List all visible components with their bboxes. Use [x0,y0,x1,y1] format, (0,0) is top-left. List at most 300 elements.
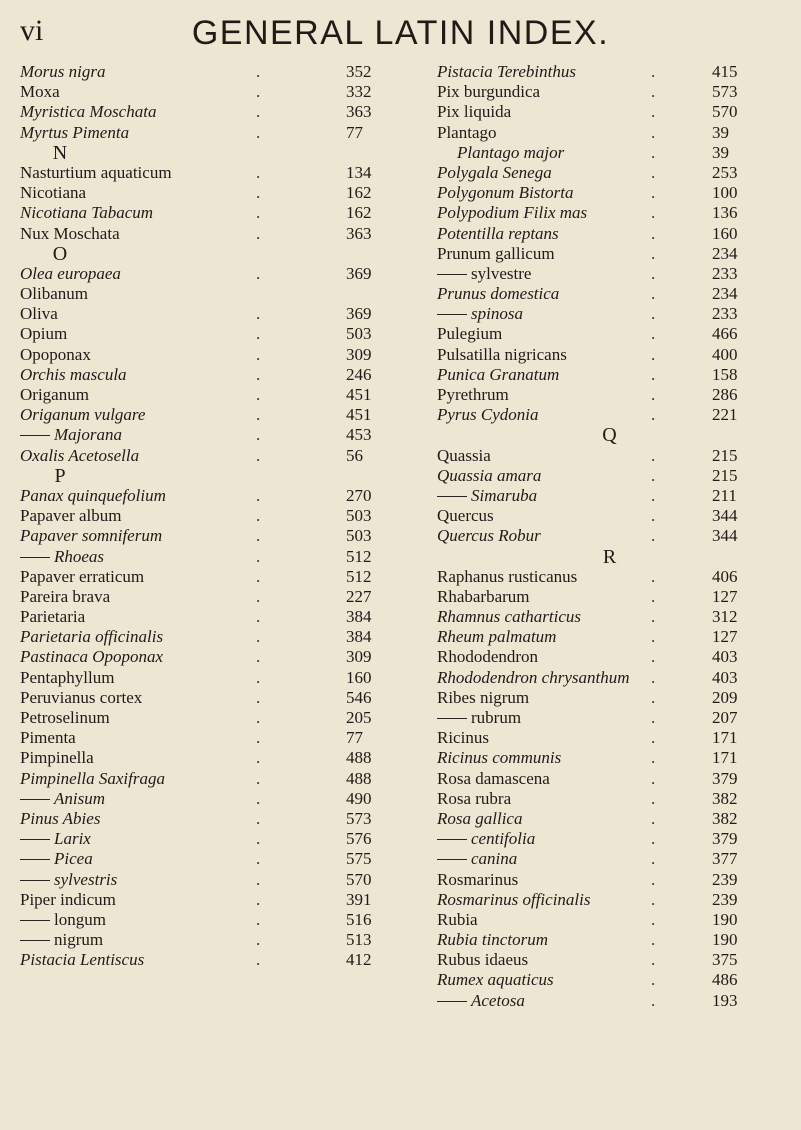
index-entry [437,910,782,930]
entry-term: Rhabarbarum [437,586,530,606]
leader-dots: . [651,607,656,627]
leader-dots: . [256,930,261,950]
entry-page: 412 [346,950,372,970]
entry-term: Pastinaca Opoponax [20,647,164,667]
entry-page: 352 [346,62,372,81]
index-entry [20,324,420,344]
index-entry [437,849,782,869]
entry-term: Papaver somniferum [20,526,163,546]
index-entry [437,688,782,708]
leader-dots: . [256,748,261,768]
entry-page: 488 [346,768,372,788]
entry-term: longum [20,910,106,930]
entry-term: Parietaria officinalis [20,627,164,647]
leader-dots: . [256,849,261,869]
index-entry [437,526,782,546]
index-entry [20,910,420,930]
leader-dots: . [256,607,261,627]
entry-page: 363 [346,223,372,243]
leader-dots: . [651,526,656,546]
index-entry [20,547,420,567]
leader-dots: . [651,465,656,485]
leader-dots: . [651,506,656,526]
leader-dots: . [256,203,261,223]
leader-dots: . [651,768,656,788]
entry-page: 503 [346,324,372,344]
index-entry [437,203,782,223]
entry-term: Anisum [20,789,105,809]
entry-page: 312 [712,607,738,627]
entry-page: 451 [346,405,372,425]
leader-dots: . [651,122,656,142]
index-entry [20,304,420,324]
entry-page: 221 [712,405,738,425]
leader-dots: . [651,849,656,869]
index-entry [20,668,420,688]
entry-page: 227 [346,586,372,606]
entry-term: Olibanum [20,284,88,304]
leader-dots: . [651,324,656,344]
index-entry [20,62,420,82]
index-entry [437,708,782,728]
leader-dots: . [256,364,261,384]
index-entry [20,748,420,768]
entry-page: 369 [346,304,372,324]
entry-page: 344 [712,526,738,546]
index-entry [20,365,420,385]
leader-dots: . [256,183,261,203]
entry-page: 513 [346,930,372,950]
leader-dots: . [651,930,656,950]
leader-dots: . [256,62,261,81]
leader-dots: . [256,950,261,970]
leader-dots: . [256,344,261,364]
index-entry [20,446,420,466]
index-entry [437,405,782,425]
entry-term: rubrum [437,708,521,728]
leader-dots: . [651,485,656,505]
index-entry [20,587,420,607]
entry-term: Simaruba [437,486,537,506]
index-entry [437,82,782,102]
entry-term: Nasturtium aquaticum [20,162,172,182]
entry-page: 309 [346,647,372,667]
entry-page: 382 [712,808,738,828]
index-entry [437,627,782,647]
index-entry [20,405,420,425]
entry-page: 382 [712,788,738,808]
entry-term: sylvestre [437,264,531,284]
index-entry [20,930,420,950]
index-entry [437,809,782,829]
entry-page: 56 [346,445,363,465]
leader-dots: . [651,405,656,425]
entry-term: Pulegium [437,324,503,344]
leader-dots: . [651,889,656,909]
leader-dots: . [256,304,261,324]
entry-term: Opoponax [20,344,91,364]
index-entry [20,203,420,223]
entry-page: 233 [712,304,738,324]
section-letter-text: R [602,545,617,568]
index-entry [20,102,420,122]
entry-term: Rubus idaeus [437,950,529,970]
entry-page: 576 [346,829,372,849]
entry-page: 134 [346,162,372,182]
leader-dots: . [651,364,656,384]
leader-dots: . [651,586,656,606]
section-letter-text: P [54,464,66,487]
section-letter [437,547,782,567]
leader-dots: . [256,667,261,687]
index-entry [437,264,782,284]
entry-page: 209 [712,687,738,707]
entry-page: 403 [712,667,738,687]
entry-term: Pyrus Cydonia [437,405,539,425]
leader-dots: . [256,405,261,425]
leader-dots: . [256,909,261,929]
leader-dots: . [651,869,656,889]
entry-page: 215 [712,445,738,465]
entry-term: Panax quinquefolium [20,485,166,505]
entry-page: 160 [346,667,372,687]
entry-page: 100 [712,183,738,203]
entry-page: 415 [712,62,738,81]
leader-dots: . [256,162,261,182]
entry-page: 512 [346,566,372,586]
entry-term: Oxalis Acetosella [20,445,140,465]
index-entry [20,526,420,546]
leader-dots: . [256,869,261,889]
entry-term: Rhododendron chrysanthum [437,667,630,687]
leader-dots: . [256,728,261,748]
leader-dots: . [651,445,656,465]
leader-dots: . [651,627,656,647]
leader-dots: . [651,203,656,223]
leader-dots: . [651,263,656,283]
entry-term: Rubia tinctorum [437,930,548,950]
entry-page: 403 [712,647,738,667]
entry-page: 160 [712,223,738,243]
leader-dots: . [256,324,261,344]
entry-page: 270 [346,485,372,505]
entry-term: Polygala Senega [437,162,552,182]
section-letter [437,425,782,445]
page-number: vi [20,14,44,47]
leader-dots: . [256,445,261,465]
index-entry [437,607,782,627]
entry-term: Prunus domestica [437,284,560,304]
leader-dots: . [651,304,656,324]
entry-page: 379 [712,768,738,788]
entry-term: Rosmarinus officinalis [437,889,591,909]
index-entry [20,627,420,647]
entry-term: Pistacia Terebinthus [437,62,576,81]
index-entry [437,728,782,748]
entry-page: 546 [346,687,372,707]
entry-page: 503 [346,506,372,526]
entry-term: Ricinus [437,728,489,748]
leader-dots: . [256,768,261,788]
entry-page: 207 [712,708,738,727]
leader-dots: . [256,82,261,102]
entry-page: 466 [712,324,738,344]
entry-page: 171 [712,748,738,768]
entry-term: Quassia amara [437,465,542,485]
leader-dots: . [256,627,261,647]
entry-term: Pimpinella Saxifraga [20,768,165,788]
index-entry [437,890,782,910]
leader-dots: . [651,990,656,1010]
entry-term: Ribes nigrum [437,687,530,707]
entry-term: Oliva [20,304,58,324]
index-entry [20,829,420,849]
entry-page: 234 [712,284,738,304]
entry-page: 363 [346,102,372,122]
entry-term: Pulsatilla nigricans [437,344,567,364]
entry-term: Origanum [20,385,89,404]
leader-dots: . [651,909,656,929]
entry-term: Papaver album [20,506,122,526]
entry-page: 77 [346,728,363,748]
leader-dots: . [651,788,656,808]
entry-term: Opium [20,324,68,344]
index-entry [20,284,420,304]
entry-page: 246 [346,364,372,384]
entry-term: Pinus Abies [20,808,101,828]
entry-page: 253 [712,162,738,182]
entry-term: Pix burgundica [437,82,541,102]
leader-dots: . [651,223,656,243]
entry-page: 451 [346,385,372,404]
index-entry [437,365,782,385]
index-entry [20,849,420,869]
leader-dots: . [256,102,261,122]
entry-term: Parietaria [20,607,86,627]
index-entry [20,82,420,102]
index-entry [20,769,420,789]
index-entry [437,970,782,990]
entry-term: Olea europaea [20,263,121,283]
entry-term: Rhododendron [437,647,539,667]
entry-page: 215 [712,465,738,485]
entry-term: Nicotiana Tabacum [20,203,154,223]
entry-term: sylvestris [20,870,117,890]
section-letter-text: Q [602,424,617,447]
entry-term: Rumex aquaticus [437,970,554,990]
leader-dots: . [651,708,656,727]
index-entry [437,345,782,365]
entry-page: 377 [712,849,738,869]
entry-page: 453 [346,425,372,445]
entry-term: Picea [20,849,93,869]
entry-term: Ricinus communis [437,748,562,768]
entry-term: Potentilla reptans [437,223,559,243]
index-entry [20,728,420,748]
entry-page: 344 [712,506,738,526]
entry-page: 570 [346,869,372,889]
entry-page: 190 [712,909,738,929]
index-entry [437,769,782,789]
index-entry [20,890,420,910]
entry-page: 190 [712,930,738,950]
index-entry [437,143,782,163]
index-entry [20,708,420,728]
entry-term: Quercus Robur [437,526,541,546]
entry-term: canina [437,849,517,869]
index-entry [437,102,782,122]
index-entry [20,163,420,183]
entry-page: 77 [346,122,363,142]
leader-dots: . [256,808,261,828]
index-entry [437,466,782,486]
entry-term: Myristica Moschata [20,102,157,122]
entry-term: Prunum gallicum [437,243,555,263]
index-entry [20,123,420,143]
index-entry [437,668,782,688]
entry-term: Polypodium Filix mas [437,203,588,223]
entry-term: Raphanus rusticanus [437,566,578,586]
index-entry [437,647,782,667]
entry-term: Polygonum Bistorta [437,183,574,203]
entry-term: Papaver erraticum [20,566,145,586]
entry-term: Orchis mascula [20,364,127,384]
leader-dots: . [651,385,656,404]
leader-dots: . [651,142,656,162]
entry-page: 570 [712,102,738,122]
entry-term: Rhoeas [20,547,104,567]
leader-dots: . [651,667,656,687]
entry-term: Rosa rubra [437,788,512,808]
index-entry [20,224,420,244]
leader-dots: . [651,102,656,122]
leader-dots: . [651,748,656,768]
entry-term: Rheum palmatum [437,627,557,647]
index-entry [20,567,420,587]
entry-page: 391 [346,889,372,909]
index-entry [437,930,782,950]
leader-dots: . [651,183,656,203]
leader-dots: . [256,647,261,667]
index-entry [437,748,782,768]
index-entry [437,163,782,183]
entry-page: 205 [346,708,372,727]
index-entry [20,506,420,526]
index-entry [20,345,420,365]
section-letter [20,141,68,164]
index-entry [437,870,782,890]
entry-term: Rosa gallica [437,808,523,828]
index-entry [437,304,782,324]
index-entry [437,385,782,405]
entry-term: Morus nigra [20,62,106,81]
leader-dots: . [651,62,656,81]
leader-dots: . [651,950,656,970]
running-title: GENERAL LATIN INDEX. [191,14,610,52]
entry-term: Plantago major [457,142,565,162]
entry-term: Pyrethrum [437,385,509,404]
section-letter-text: O [52,242,68,265]
index-entry [437,62,782,82]
leader-dots: . [651,808,656,828]
index-entry [20,183,420,203]
leader-dots: . [256,566,261,586]
leader-dots: . [256,485,261,505]
entry-term: Origanum vulgare [20,405,146,425]
entry-page: 490 [346,788,372,808]
entry-term: spinosa [437,304,523,324]
entry-term: Moxa [20,82,60,102]
entry-page: 384 [346,627,372,647]
leader-dots: . [256,425,261,445]
entry-term: Plantago [437,122,497,142]
entry-page: 384 [346,607,372,627]
index-column-right [437,62,782,1011]
entry-page: 158 [712,364,738,384]
entry-page: 375 [712,950,738,970]
index-entry [437,244,782,264]
entry-term: Piper indicum [20,889,116,909]
entry-term: Pimpinella [20,748,94,768]
entry-term: Quercus [437,506,494,526]
entry-term: Rubia [437,909,478,929]
index-entry [437,446,782,466]
entry-page: 516 [346,909,372,929]
index-entry [437,123,782,143]
entry-page: 162 [346,183,372,203]
index-entry [437,506,782,526]
index-entry [437,991,782,1011]
index-entry [437,587,782,607]
index-entry [20,425,420,445]
index-entry [437,224,782,244]
entry-page: 573 [712,82,738,102]
entry-page: 193 [712,990,738,1010]
entry-term: Rosmarinus [437,869,519,889]
index-entry [20,385,420,405]
entry-page: 127 [712,586,738,606]
entry-page: 171 [712,728,738,748]
entry-term: Nicotiana [20,183,87,203]
entry-page: 39 [712,122,729,142]
entry-page: 162 [346,203,372,223]
entry-term: Rosa damascena [437,768,550,788]
entry-page: 486 [712,970,738,990]
entry-page: 379 [712,829,738,849]
leader-dots: . [256,889,261,909]
entry-page: 332 [346,82,372,102]
entry-term: Pareira brava [20,586,111,606]
leader-dots: . [256,788,261,808]
entry-term: Acetosa [437,991,525,1011]
index-entry [20,870,420,890]
index-column-left [20,62,420,970]
leader-dots: . [651,687,656,707]
entry-page: 211 [712,485,737,505]
leader-dots: . [651,728,656,748]
index-entry [20,688,420,708]
entry-page: 406 [712,566,738,586]
index-entry [437,789,782,809]
entry-term: Myrtus Pimenta [20,122,130,142]
entry-term: Rhamnus catharticus [437,607,582,627]
index-entry [437,183,782,203]
section-letter [20,242,68,265]
entry-page: 239 [712,869,738,889]
leader-dots: . [256,263,261,283]
entry-term: Punica Granatum [437,364,560,384]
index-entry [20,789,420,809]
